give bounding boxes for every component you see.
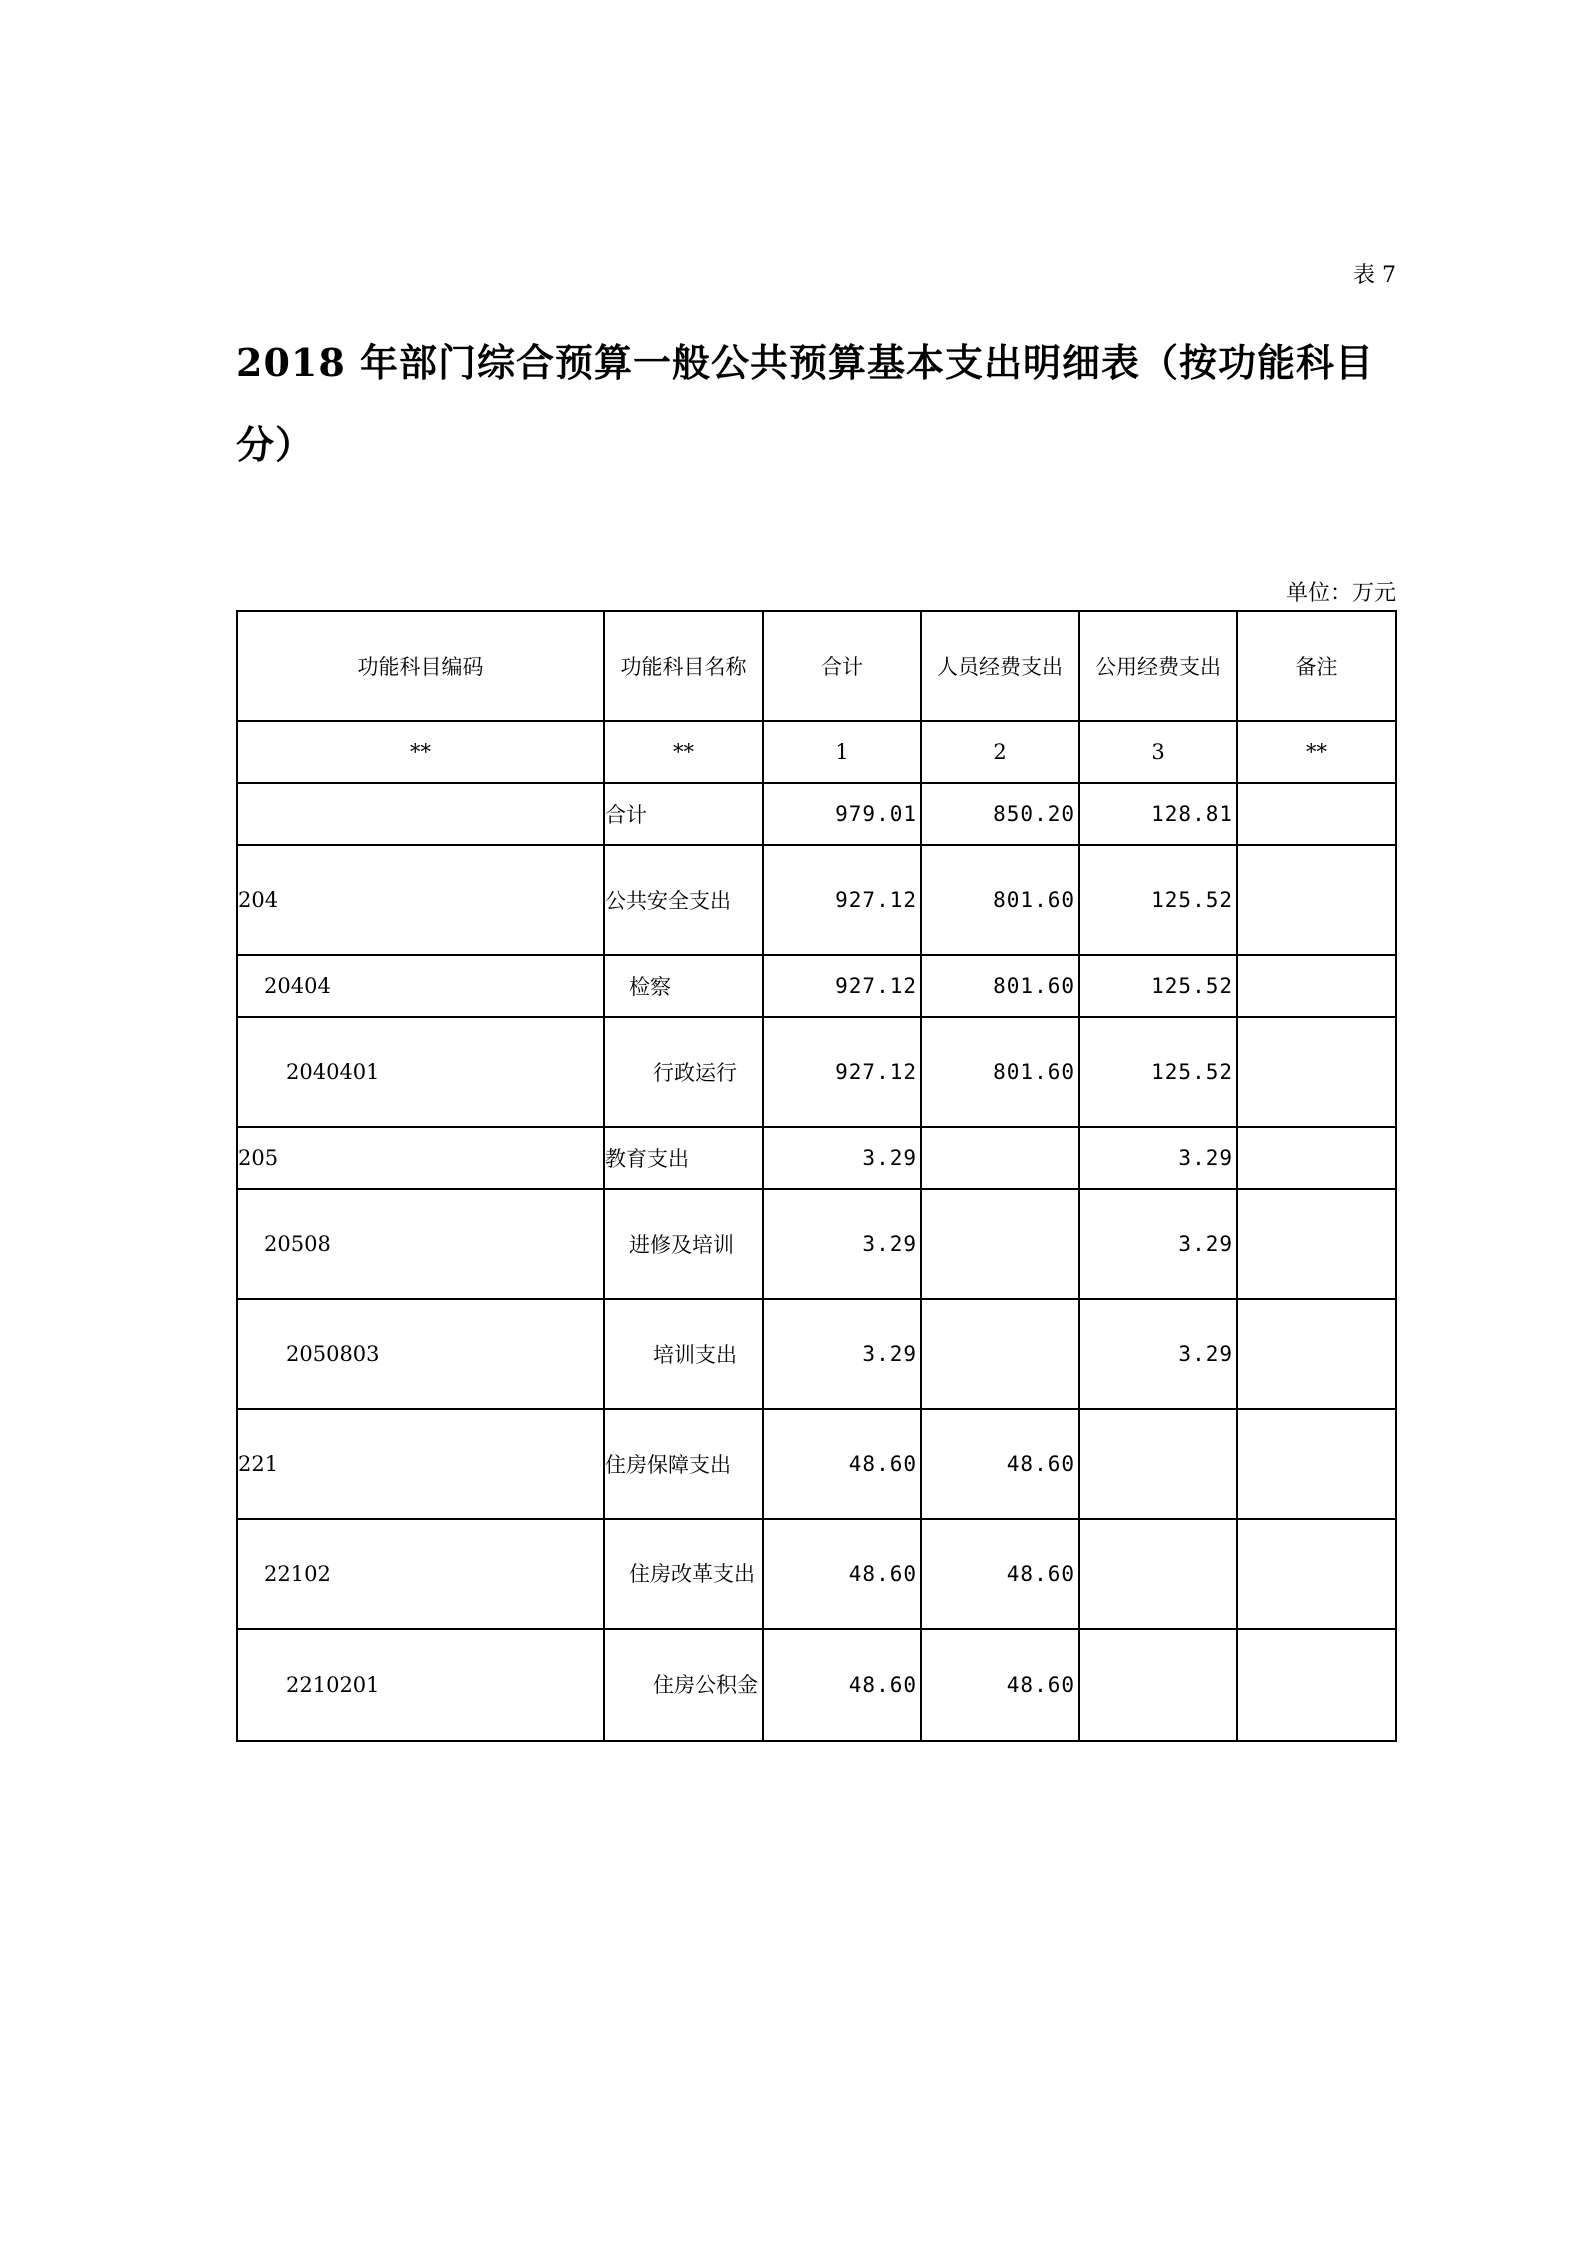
code-cell: 2210201 [237,1629,604,1741]
name-cell: 检察 [604,955,763,1017]
code-cell: 22102 [237,1519,604,1629]
personnel-cell [921,1127,1079,1189]
public-cell: 125.52 [1079,955,1237,1017]
name-cell: 住房公积金 [604,1629,763,1741]
total-cell: 48.60 [763,1409,921,1519]
personnel-cell: 850.20 [921,783,1079,845]
name-cell: 教育支出 [604,1127,763,1189]
table-row [237,1409,1396,1519]
header-name: 功能科目名称 [604,611,763,721]
header-row [237,611,1396,721]
note-cell [1237,1629,1396,1741]
index-cell: ** [237,721,604,783]
index-cell: ** [604,721,763,783]
table-row [237,1017,1396,1127]
code-cell: 2040401 [237,1017,604,1127]
header-personnel: 人员经费支出 [921,611,1079,721]
total-cell: 3.29 [763,1189,921,1299]
public-cell: 3.29 [1079,1189,1237,1299]
code-cell [237,783,604,845]
index-cell: 2 [921,721,1079,783]
total-cell: 3.29 [763,1299,921,1409]
note-cell [1237,1189,1396,1299]
code-cell: 2050803 [237,1299,604,1409]
header-public: 公用经费支出 [1079,611,1237,721]
personnel-cell: 48.60 [921,1629,1079,1741]
public-cell: 3.29 [1079,1127,1237,1189]
table-row [237,1519,1396,1629]
code-cell: 205 [237,1127,604,1189]
document-title: 2018 年部门综合预算一般公共预算基本支出明细表（按功能科目分） [236,340,1374,467]
name-cell: 住房改革支出 [604,1519,763,1629]
header-code: 功能科目编码 [237,611,604,721]
header-total: 合计 [763,611,921,721]
index-cell: ** [1237,721,1396,783]
total-cell: 927.12 [763,1017,921,1127]
public-cell [1079,1409,1237,1519]
note-cell [1237,1127,1396,1189]
public-cell: 125.52 [1079,845,1237,955]
name-cell: 住房保障支出 [604,1409,763,1519]
personnel-cell: 801.60 [921,845,1079,955]
code-cell: 221 [237,1409,604,1519]
header-note: 备注 [1237,611,1396,721]
total-cell: 48.60 [763,1629,921,1741]
public-cell [1079,1519,1237,1629]
unit-label: 单位：万元 [1285,581,1396,606]
note-cell [1237,845,1396,955]
table-row [237,1629,1396,1741]
table-row [237,845,1396,955]
total-cell: 48.60 [763,1519,921,1629]
name-cell: 进修及培训 [604,1189,763,1299]
total-cell: 927.12 [763,955,921,1017]
name-cell: 公共安全支出 [604,845,763,955]
table-row [237,1299,1396,1409]
personnel-cell: 48.60 [921,1519,1079,1629]
note-cell [1237,1519,1396,1629]
name-cell: 行政运行 [604,1017,763,1127]
note-cell [1237,1017,1396,1127]
code-cell: 204 [237,845,604,955]
table-row [237,1127,1396,1189]
total-cell: 927.12 [763,845,921,955]
personnel-cell: 801.60 [921,955,1079,1017]
note-cell [1237,783,1396,845]
table-row [237,955,1396,1017]
note-cell [1237,1299,1396,1409]
total-cell: 979.01 [763,783,921,845]
index-cell: 1 [763,721,921,783]
index-row [237,721,1396,783]
personnel-cell: 48.60 [921,1409,1079,1519]
budget-table [236,610,1397,1742]
name-cell: 合计 [604,783,763,845]
note-cell [1237,955,1396,1017]
public-cell: 125.52 [1079,1017,1237,1127]
table-row [237,783,1396,845]
personnel-cell [921,1299,1079,1409]
personnel-cell: 801.60 [921,1017,1079,1127]
total-cell: 3.29 [763,1127,921,1189]
table-row [237,1189,1396,1299]
public-cell: 128.81 [1079,783,1237,845]
personnel-cell [921,1189,1079,1299]
public-cell: 3.29 [1079,1299,1237,1409]
public-cell [1079,1629,1237,1741]
code-cell: 20508 [237,1189,604,1299]
name-cell: 培训支出 [604,1299,763,1409]
code-cell: 20404 [237,955,604,1017]
note-cell [1237,1409,1396,1519]
table-number-label: 表 7 [1353,263,1396,288]
index-cell: 3 [1079,721,1237,783]
